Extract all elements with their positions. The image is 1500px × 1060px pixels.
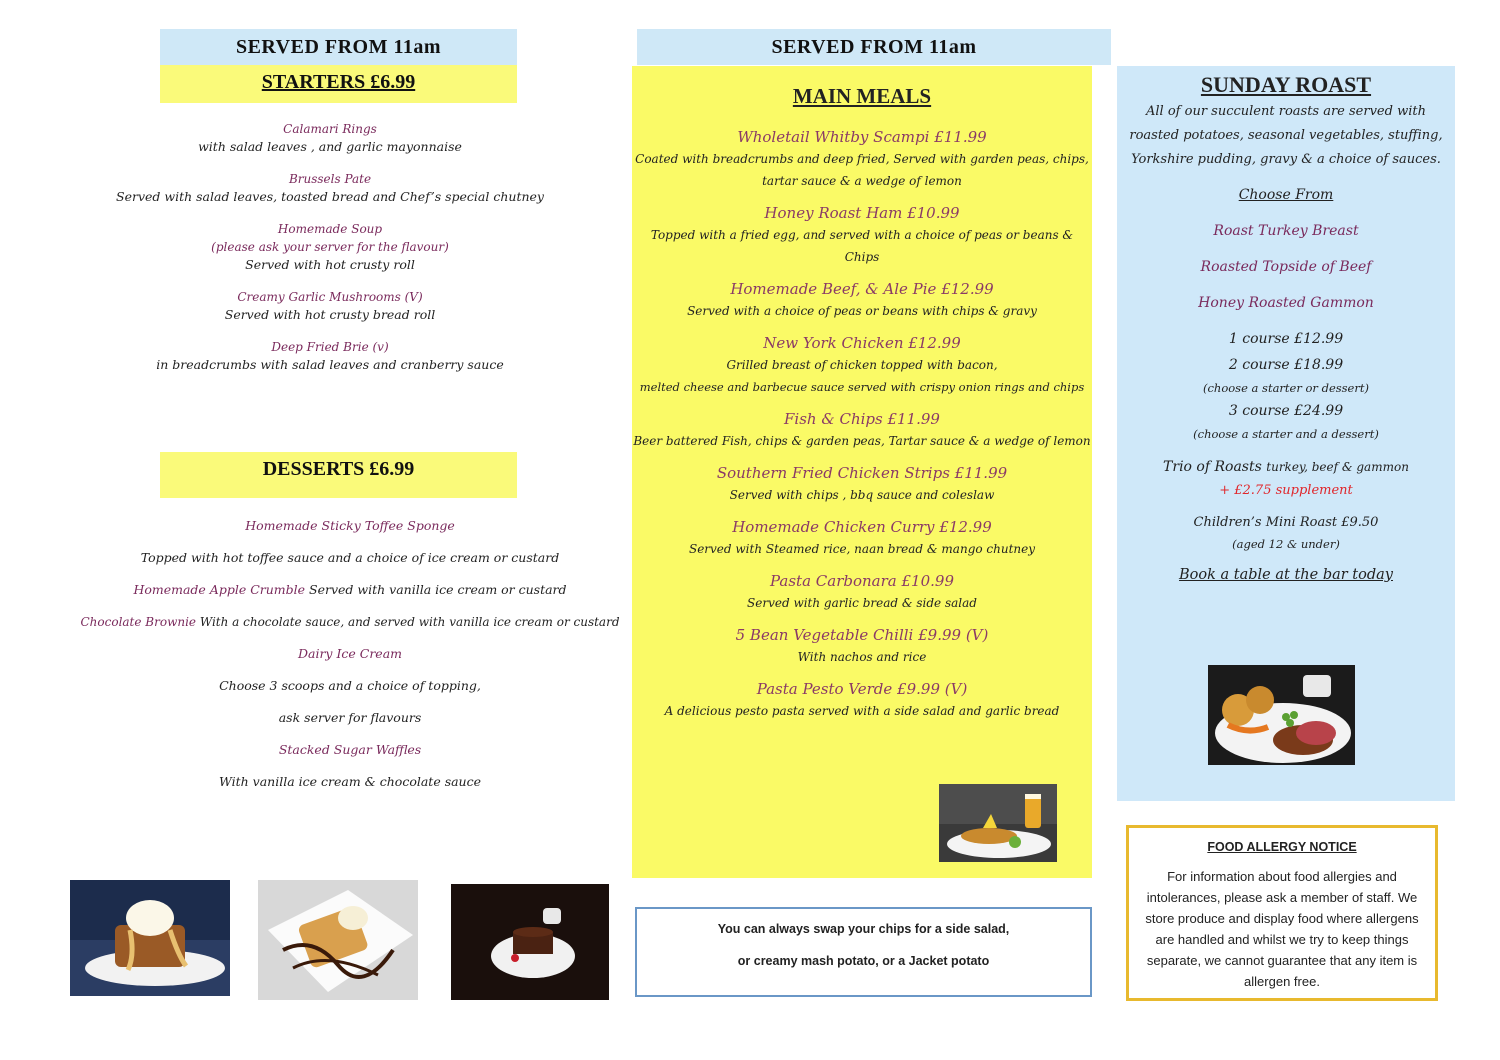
- item-desc: Served with a choice of peas or beans with chips & gravy: [687, 304, 1037, 318]
- item-name: Chocolate Brownie: [80, 615, 197, 629]
- waffle-photo: [258, 880, 418, 1000]
- list-item: [632, 516, 1092, 560]
- brownie-photo: [451, 884, 609, 1000]
- item-name: Homemade Chicken Curry £12.99: [732, 518, 992, 536]
- course-note: (choose a starter or dessert): [1203, 381, 1369, 395]
- intro-line: roasted potatoes, seasonal vegetables, stuffing,: [1129, 128, 1443, 143]
- list-item: [632, 408, 1092, 452]
- roast-option: Roast Turkey Breast: [1213, 223, 1359, 239]
- trio-label: Trio of Roasts: [1163, 459, 1262, 475]
- item-desc: With nachos and rice: [797, 650, 927, 664]
- notice-line: You can always swap your chips for a side salad,: [717, 922, 1010, 936]
- item-desc: Grilled breast of chicken topped with bacon,: [726, 358, 998, 372]
- item-desc: Served with salad leaves, toasted bread and Chef’s special chutney: [116, 189, 544, 204]
- item-desc: tartar sauce & a wedge of lemon: [762, 174, 962, 188]
- allergy-title: FOOD ALLERGY NOTICE: [1207, 840, 1357, 854]
- list-item: [632, 678, 1092, 722]
- sunday-roast-content: [1117, 70, 1455, 588]
- list-item: [632, 202, 1092, 268]
- allergy-text: For information about food allergies and intolerances, please ask a member of staff. We store produce and display food where allergens are handled and whilst we try to keep things separate, we cannot guarantee that any item is allergen free.: [1145, 869, 1419, 989]
- sunday-roast-title: SUNDAY ROAST: [1200, 72, 1372, 97]
- list-item: [110, 120, 550, 156]
- item-desc: Choose 3 scoops and a choice of topping,: [219, 678, 481, 693]
- list-item: [70, 612, 630, 632]
- item-desc: Served with garlic bread & side salad: [747, 596, 977, 610]
- notice-line: or creamy mash potato, or a Jacket potato: [737, 954, 990, 968]
- children-roast: Children’s Mini Roast £9.50: [1193, 515, 1379, 530]
- item-desc: A delicious pesto pasta served with a side salad and garlic bread: [664, 704, 1060, 718]
- food-allergy-notice: [1126, 825, 1438, 1001]
- choose-from-label: Choose From: [1238, 187, 1334, 203]
- item-name: Wholetail Whitby Scampi £11.99: [737, 128, 987, 146]
- intro-line: All of our succulent roasts are served with: [1146, 104, 1426, 119]
- list-item: [632, 570, 1092, 614]
- list-item: [70, 676, 630, 696]
- middle-served-banner: SERVED FROM 11am: [637, 29, 1111, 65]
- item-name: Pasta Carbonara £10.99: [770, 572, 954, 590]
- item-name: Pasta Pesto Verde £9.99 (V): [756, 680, 968, 698]
- intro-line: Yorkshire pudding, gravy & a choice of sauces.: [1131, 152, 1441, 167]
- sunday-roast-heading: [1117, 70, 1455, 100]
- course-price: 1 course £12.99: [1228, 331, 1344, 347]
- list-item: [632, 462, 1092, 506]
- main-meals-heading: [632, 84, 1092, 109]
- list-item: [70, 644, 630, 664]
- item-desc: Served with chips , bbq sauce and coleslaw: [729, 488, 995, 502]
- item-name: Homemade Beef, & Ale Pie £12.99: [730, 280, 994, 298]
- desserts-list: [70, 516, 630, 804]
- fish-and-chips-photo: [939, 784, 1057, 862]
- course-price: 3 course £24.99: [1228, 403, 1344, 419]
- item-name: Honey Roast Ham £10.99: [764, 204, 960, 222]
- item-desc: with salad leaves , and garlic mayonnaise: [198, 139, 462, 154]
- item-name: 5 Bean Vegetable Chilli £9.99 (V): [735, 626, 989, 644]
- list-item: [70, 708, 630, 728]
- item-desc: Coated with breadcrumbs and deep fried, Served with garden peas, chips,: [635, 152, 1089, 166]
- list-item: [110, 220, 550, 274]
- item-desc: ask server for flavours: [278, 710, 422, 725]
- chips-swap-notice: [635, 907, 1092, 997]
- sticky-toffee-photo: [70, 880, 230, 996]
- trio-desc: turkey, beef & gammon: [1266, 460, 1409, 474]
- list-item: [70, 516, 630, 536]
- item-desc: melted cheese and barbecue sauce served with crispy onion rings and chips: [639, 380, 1085, 394]
- item-desc: Topped with hot toffee sauce and a choice of ice cream or custard: [140, 550, 560, 565]
- book-table-text: Book a table at the bar today: [1179, 567, 1393, 583]
- item-desc: in breadcrumbs with salad leaves and cranberry sauce: [156, 357, 504, 372]
- children-note: (aged 12 & under): [1232, 537, 1340, 551]
- main-meals-title: MAIN MEALS: [792, 84, 932, 108]
- item-desc: Topped with a fried egg, and served with a choice of peas or beans & Chips: [650, 228, 1074, 264]
- list-item: [632, 126, 1092, 192]
- list-item: [632, 278, 1092, 322]
- item-name: Homemade Apple Crumble: [133, 582, 306, 597]
- item-desc: With vanilla ice cream & chocolate sauce: [218, 774, 482, 789]
- item-name: Stacked Sugar Waffles: [278, 742, 422, 757]
- sunday-roast-photo: [1208, 665, 1355, 765]
- desserts-title: DESSERTS £6.99: [262, 458, 415, 480]
- item-desc: Served with vanilla ice cream or custard: [305, 582, 567, 597]
- starters-heading: [160, 65, 517, 103]
- item-name: Homemade Sticky Toffee Sponge: [245, 518, 455, 533]
- item-note: (please ask your server for the flavour): [211, 240, 449, 254]
- list-item: [70, 580, 630, 600]
- item-name: Fish & Chips £11.99: [784, 410, 940, 428]
- item-name: Brussels Pate: [288, 172, 372, 186]
- starters-list: [110, 120, 550, 388]
- item-desc: Served with hot crusty bread roll: [224, 307, 436, 322]
- list-item: [110, 170, 550, 206]
- list-item: [70, 548, 630, 568]
- list-item: [70, 772, 630, 792]
- desserts-heading: [160, 452, 517, 498]
- left-served-banner: SERVED FROM 11am: [160, 29, 517, 65]
- item-name: New York Chicken £12.99: [763, 334, 961, 352]
- item-desc: With a chocolate sauce, and served with vanilla ice cream or custard: [196, 615, 620, 629]
- list-item: [110, 338, 550, 374]
- item-name: Deep Fried Brie (v): [271, 340, 389, 354]
- roast-option: Honey Roasted Gammon: [1198, 295, 1374, 311]
- starters-title: STARTERS £6.99: [261, 71, 416, 93]
- main-meals-list: [632, 126, 1092, 732]
- item-desc: Served with hot crusty roll: [245, 257, 415, 272]
- list-item: [632, 624, 1092, 668]
- trio-line: [1117, 454, 1455, 480]
- course-note: (choose a starter and a dessert): [1193, 427, 1379, 441]
- list-item: [110, 288, 550, 324]
- roast-option: Roasted Topside of Beef: [1200, 259, 1372, 275]
- item-name: Dairy Ice Cream: [297, 646, 403, 661]
- item-name: Calamari Rings: [283, 122, 377, 136]
- item-desc: Beer battered Fish, chips & garden peas, Tartar sauce & a wedge of lemon: [633, 434, 1091, 448]
- course-price: 2 course £18.99: [1228, 357, 1344, 373]
- sunday-intro: [1117, 100, 1455, 172]
- item-name: Southern Fried Chicken Strips £11.99: [716, 464, 1008, 482]
- list-item: [632, 332, 1092, 398]
- item-name: Homemade Soup: [277, 222, 383, 236]
- supplement-text: + £2.75 supplement: [1219, 483, 1353, 498]
- item-desc: Served with Steamed rice, naan bread & mango chutney: [688, 542, 1036, 556]
- item-name: Creamy Garlic Mushrooms (V): [237, 290, 423, 304]
- list-item: [70, 740, 630, 760]
